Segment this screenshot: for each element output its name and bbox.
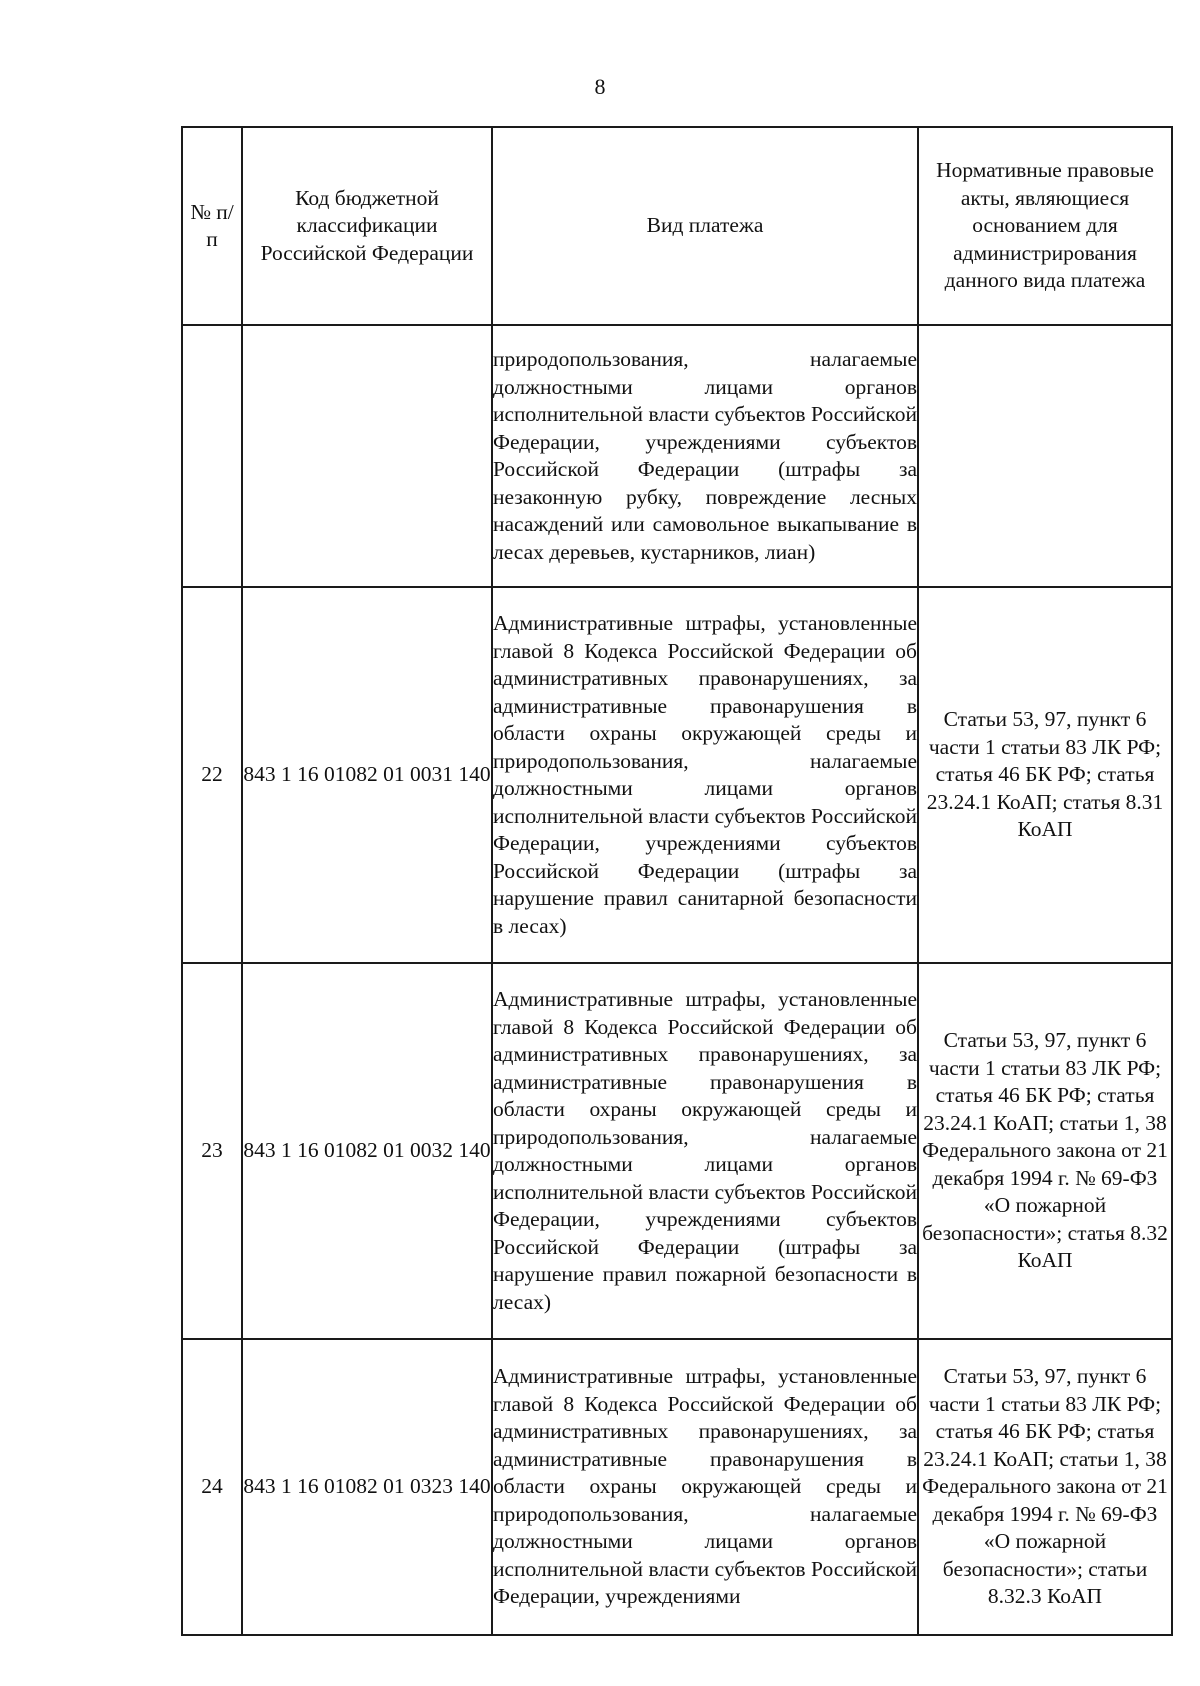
table-header-row (182, 127, 1172, 325)
row-budget-code: 843 1 16 01082 01 0031 140 (242, 587, 492, 963)
row-budget-code: 843 1 16 01082 01 0323 140 (242, 1339, 492, 1635)
row-payment-type: Административные штрафы, установленные главой 8 Кодекса Российской Федерации об административных правонарушениях, за административные правонарушения в области охраны окружающей среды и природопользования, налагаемые должностными лицами органов исполнительной власти субъектов Российской Федерации, учреждениями (492, 1339, 918, 1635)
row-number: 23 (182, 963, 242, 1339)
header-payment-type: Вид платежа (492, 127, 918, 325)
row-legal-acts (918, 325, 1172, 587)
header-number: № п/п (182, 127, 242, 325)
row-payment-type: Административные штрафы, установленные главой 8 Кодекса Российской Федерации об административных правонарушениях, за административные правонарушения в области охраны окружающей среды и природопользования, налагаемые должностными лицами органов исполнительной власти субъектов Российской Федерации, учреждениями субъектов Российской Федерации (штрафы за нарушение правил пожарной безопасности в лесах) (492, 963, 918, 1339)
row-legal-acts: Статьи 53, 97, пункт 6 части 1 статьи 83 ЛК РФ; статья 46 БК РФ; статья 23.24.1 КоАП; статьи 1, 38 Федерального закона от 21 декабря 1994 г. № 69-ФЗ «О пожарной безопасности»; статьи 8.32.3 КоАП (918, 1339, 1172, 1635)
table-row (182, 325, 1172, 587)
row-payment-type: природопользования, налагаемые должностными лицами органов исполнительной власти субъектов Российской Федерации, учреждениями субъектов Российской Федерации (штрафы за незаконную рубку, повреждение лесных насаждений или самовольное выкапывание в лесах деревьев, кустарников, лиан) (492, 325, 918, 587)
row-legal-acts: Статьи 53, 97, пункт 6 части 1 статьи 83 ЛК РФ; статья 46 БК РФ; статья 23.24.1 КоАП; статьи 1, 38 Федерального закона от 21 декабря 1994 г. № 69-ФЗ «О пожарной безопасности»; статья 8.32 КоАП (918, 963, 1172, 1339)
row-legal-acts: Статьи 53, 97, пункт 6 части 1 статьи 83 ЛК РФ; статья 46 БК РФ; статья 23.24.1 КоАП; статья 8.31 КоАП (918, 587, 1172, 963)
table-row (182, 963, 1172, 1339)
header-budget-code: Код бюджетной классификации Российской Федерации (242, 127, 492, 325)
page-number: 8 (594, 74, 606, 99)
row-number: 24 (182, 1339, 242, 1635)
header-legal-acts: Нормативные правовые акты, являющиеся основанием для администрирования данного вида платежа (918, 127, 1172, 325)
budget-classification-table (181, 126, 1173, 1636)
row-budget-code: 843 1 16 01082 01 0032 140 (242, 963, 492, 1339)
table-row (182, 587, 1172, 963)
row-number: 22 (182, 587, 242, 963)
row-number (182, 325, 242, 587)
row-payment-type: Административные штрафы, установленные главой 8 Кодекса Российской Федерации об административных правонарушениях, за административные правонарушения в области охраны окружающей среды и природопользования, налагаемые должностными лицами органов исполнительной власти субъектов Российской Федерации, учреждениями субъектов Российской Федерации (штрафы за нарушение правил санитарной безопасности в лесах) (492, 587, 918, 963)
row-budget-code (242, 325, 492, 587)
table-row (182, 1339, 1172, 1635)
